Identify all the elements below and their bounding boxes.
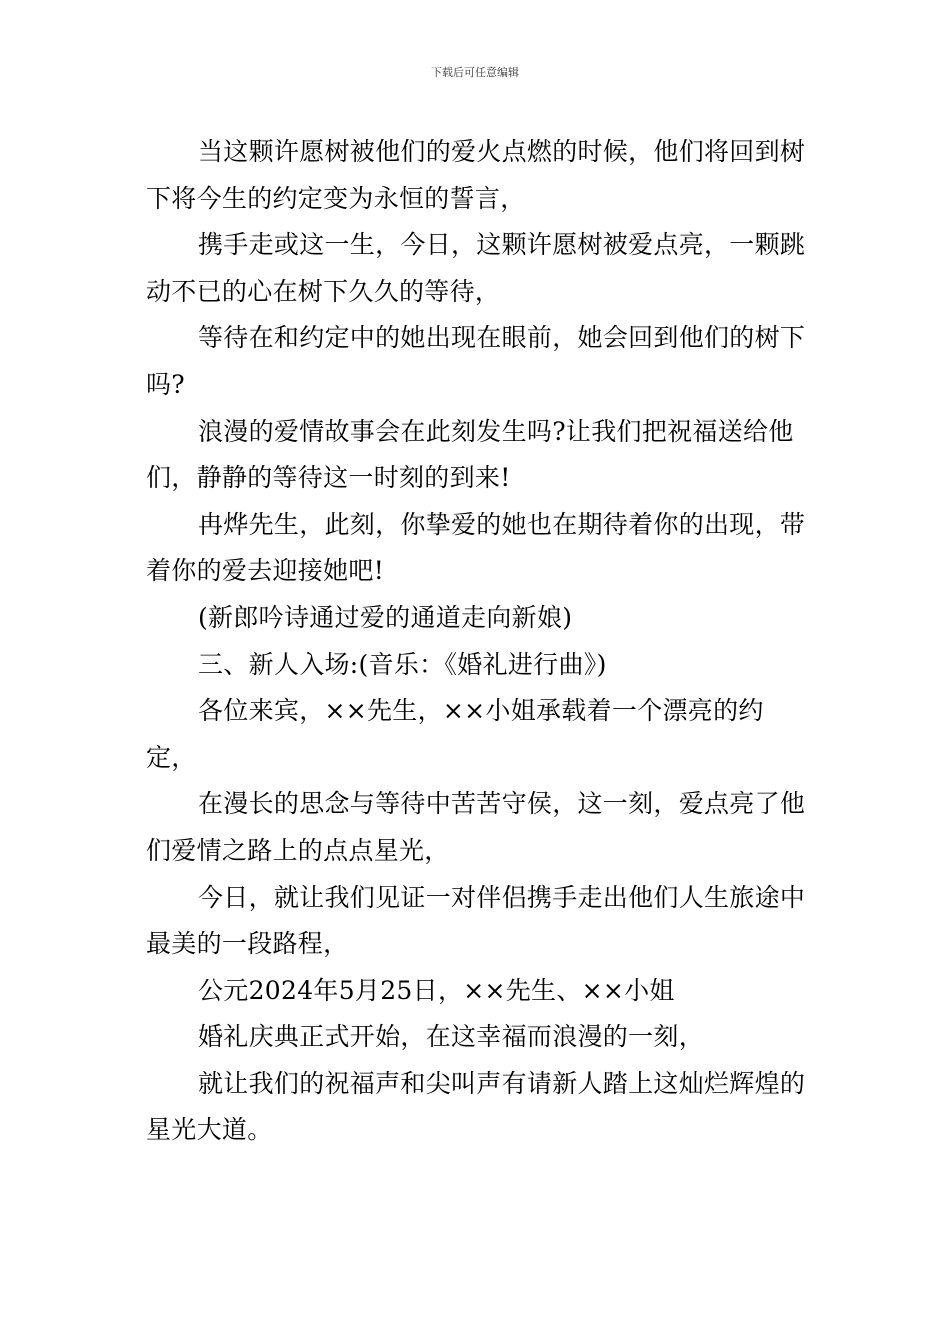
paragraph: 携手走或这一生，今日，这颗许愿树被爱点亮，一颗跳动不已的心在树下久久的等待， — [146, 230, 806, 306]
paragraph: 浪漫的爱情故事会在此刻发生吗?让我们把祝福送给他们，静静的等待这一时刻的到来! — [146, 416, 794, 493]
section-heading: 三、新人入场:(音乐：《婚礼进行曲》) — [198, 649, 607, 679]
stage-direction: (新郎吟诗通过爱的通道走向新娘) — [198, 602, 573, 632]
page-header: 下载后可任意编辑 — [431, 66, 519, 79]
paragraph: 公元2024年5月25日，××先生、××小姐 — [198, 975, 675, 1005]
paragraph: 今日，就让我们见证一对伴侣携手走出他们人生旅途中最美的一段路程， — [146, 882, 806, 959]
document-body — [146, 129, 808, 1154]
paragraph: 等待在和约定中的她出现在眼前，她会回到他们的树下吗? — [146, 323, 806, 399]
paragraph: 在漫长的思念与等待中苦苦守侯，这一刻，爱点亮了他们爱情之路上的点点星光， — [146, 789, 806, 865]
paragraph: 各位来宾，××先生，××小姐承载着一个漂亮的约定， — [146, 696, 764, 772]
paragraph: 婚礼庆典正式开始，在这幸福而浪漫的一刻， — [198, 1022, 705, 1052]
paragraph: 就让我们的祝福声和尖叫声有请新人踏上这灿烂辉煌的星光大道。 — [146, 1068, 806, 1145]
paragraph: 冉烨先生，此刻，你挚爱的她也在期待着你的出现，带着你的爱去迎接她吧! — [146, 509, 806, 586]
paragraph: 当这颗许愿树被他们的爱火点燃的时候，他们将回到树下将今生的约定变为永恒的誓言， — [146, 137, 806, 213]
